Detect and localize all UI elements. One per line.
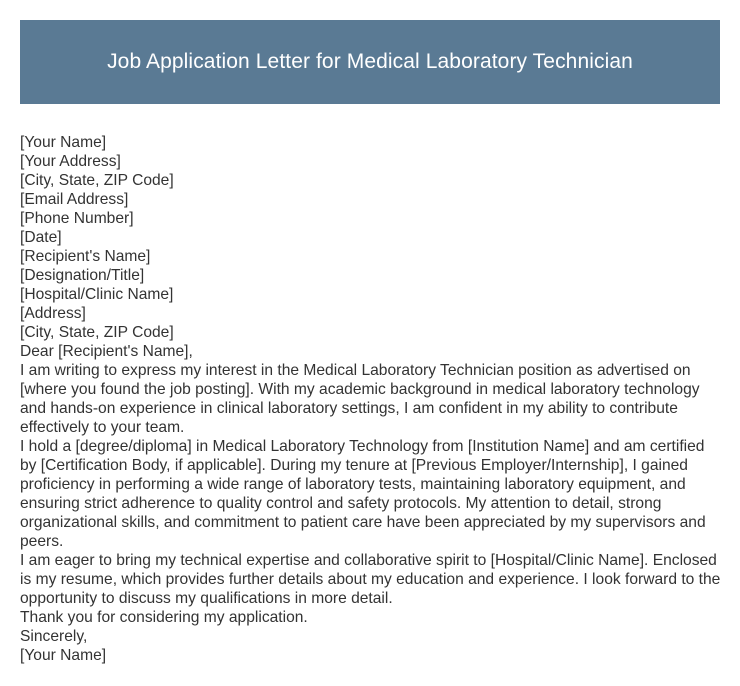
- sender-address: [Your Address]: [20, 153, 121, 170]
- recipient-designation: [Designation/Title]: [20, 267, 145, 284]
- paragraph-interest: I am eager to bring my technical expertise and collaborative spirit to [Hospital/Clinic Name]. Enclosed is my resume, which provides further details about my education and experience. I look forward to the opportunity to discuss my qualifications in more detail.: [20, 552, 721, 607]
- paragraph-thanks: Thank you for considering my application.: [20, 609, 308, 626]
- paragraph-intro: I am writing to express my interest in the Medical Laboratory Technician position as advertised on [where you found the job posting]. With my academic background in medical laboratory technology and hands-on experience in clinical laboratory settings, I am confident in my ability to contribute effectively to your team.: [20, 362, 700, 436]
- page-title: Job Application Letter for Medical Laboratory Technician: [107, 50, 633, 73]
- recipient-city-state-zip: [City, State, ZIP Code]: [20, 324, 174, 341]
- sender-block: [20, 133, 722, 247]
- sender-phone: [Phone Number]: [20, 210, 134, 227]
- letter-body: [20, 133, 722, 665]
- recipient-address: [Address]: [20, 305, 86, 322]
- salutation: Dear [Recipient's Name],: [20, 343, 193, 360]
- closing: Sincerely,: [20, 628, 88, 645]
- sender-name: [Your Name]: [20, 134, 107, 151]
- recipient-name: [Recipient's Name]: [20, 248, 151, 265]
- recipient-block: [20, 247, 722, 342]
- signature: [Your Name]: [20, 647, 107, 664]
- paragraph-qualifications: I hold a [degree/diploma] in Medical Laboratory Technology from [Institution Name] and am certified by [Certification Body, if applicable]. During my tenure at [Previous Employer/Internship], I gained proficiency in performing a wide range of laboratory tests, maintaining laboratory equipment, and ensuring strict adherence to quality control and safety protocols. My attention to detail, strong organizational skills, and commitment to patient care have been appreciated by my supervisors and peers.: [20, 438, 706, 550]
- letter-date: [Date]: [20, 229, 62, 246]
- sender-email: [Email Address]: [20, 191, 129, 208]
- sender-city-state-zip: [City, State, ZIP Code]: [20, 172, 174, 189]
- title-banner: [20, 20, 720, 104]
- recipient-organization: [Hospital/Clinic Name]: [20, 286, 174, 303]
